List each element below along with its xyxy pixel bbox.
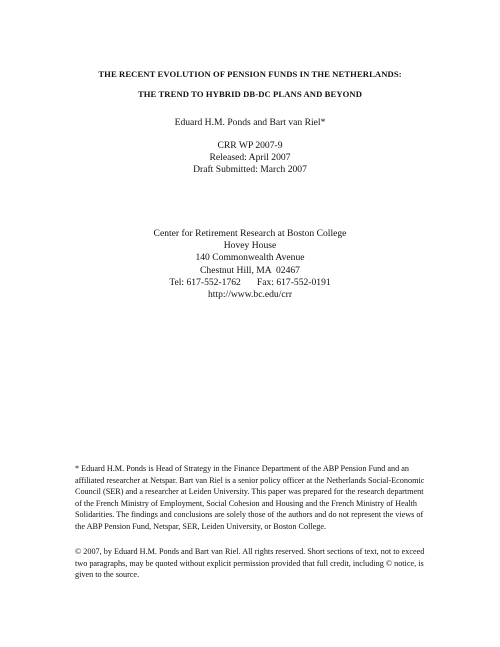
draft-submitted-date: Draft Submitted: March 2007 [193, 164, 307, 176]
paper-title-line-2: THE TREND TO HYBRID DB-DC PLANS AND BEYOND [137, 89, 363, 99]
telephone: Tel: 617-552-1762 [169, 276, 241, 288]
center-city: Chestnut Hill, MA 02467 [200, 264, 300, 276]
paper-info [40, 140, 460, 177]
author-footnote: * Eduard H.M. Ponds is Head of Strategy in the Finance Department of the ABP Pension Fund and an affiliated researcher at Netspar. Bart van Riel is a senior policy officer at the Netherlands Social-Economic Council (SER) and a researcher at Leiden University. This paper was prepared for the research department of the French Ministry of Employment, Social Cohesion and Housing and the French Ministry of Health Solidarities. The findings and conclusions are solely those of the authors and do not represent the views of the ABP Pension Fund, Netspar, SER, Leiden University, or Boston College. [75, 464, 425, 531]
copyright-notice: © 2007, by Eduard H.M. Ponds and Bart van Riel. All rights reserved. Short sections of text, not to exceed two paragraphs, may be quoted without explicit permission provided that full credit, including © notice, is given to the source. [75, 547, 425, 580]
working-paper-number: CRR WP 2007-9 [217, 140, 283, 151]
center-street: 140 Commonwealth Avenue [195, 252, 305, 264]
fax: Fax: 617-552-0191 [256, 276, 331, 288]
center-address [40, 228, 460, 301]
center-name: Center for Retirement Research at Boston College [153, 228, 347, 239]
paper-title-line-1: THE RECENT EVOLUTION OF PENSION FUNDS IN THE NETHERLANDS: [98, 69, 402, 79]
contact-row [40, 277, 460, 289]
authors: Eduard H.M. Ponds and Bart van Riel* [174, 117, 326, 128]
release-date: Released: April 2007 [209, 152, 291, 164]
center-url[interactable]: http://www.bc.edu/crr [207, 289, 293, 301]
center-building: Hovey House [223, 240, 277, 252]
